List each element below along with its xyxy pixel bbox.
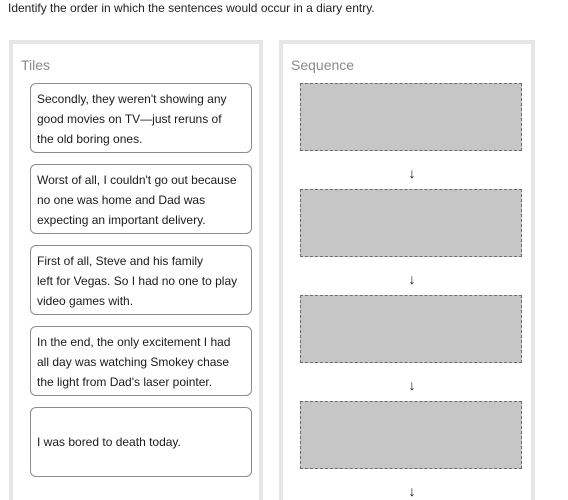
tile-text: I was bored to death today. <box>37 435 181 449</box>
tile-text: First of all, Steve and his family left for Vegas. So I had no one to play video games with. <box>37 254 238 308</box>
down-arrow-icon: ↓ <box>408 377 416 393</box>
tile-text: Worst of all, I couldn't go out because no one was home and Dad was expecting an important delivery. <box>37 173 237 227</box>
tile-text: Secondly, they weren't showing any good movies on TV—just reruns of the old boring ones. <box>37 92 227 146</box>
tiles-panel-title: Tiles <box>21 57 51 73</box>
down-arrow-icon: ↓ <box>408 483 416 499</box>
down-arrow-icon: ↓ <box>408 271 416 287</box>
down-arrow-icon: ↓ <box>408 165 416 181</box>
tiles-panel <box>9 40 263 500</box>
sequence-panel-title: Sequence <box>291 57 355 73</box>
sequence-slot-4[interactable] <box>300 401 522 469</box>
sequence-slot-2[interactable] <box>300 189 522 257</box>
sequence-slot-1[interactable] <box>300 83 522 151</box>
tile-text: In the end, the only excitement I had all day was watching Smokey chase the light from Dad's laser pointer. <box>37 335 231 389</box>
sequence-slot-3[interactable] <box>300 295 522 363</box>
tile-bored-to-death[interactable] <box>30 407 252 477</box>
tile-first-of-all[interactable] <box>30 245 252 315</box>
instruction-text: Identify the order in which the sentences would occur in a diary entry. <box>8 1 375 15</box>
tile-in-the-end[interactable] <box>30 326 252 396</box>
sequence-panel <box>279 40 535 500</box>
tile-worst-of-all[interactable] <box>30 164 252 234</box>
tile-secondly[interactable] <box>30 83 252 153</box>
